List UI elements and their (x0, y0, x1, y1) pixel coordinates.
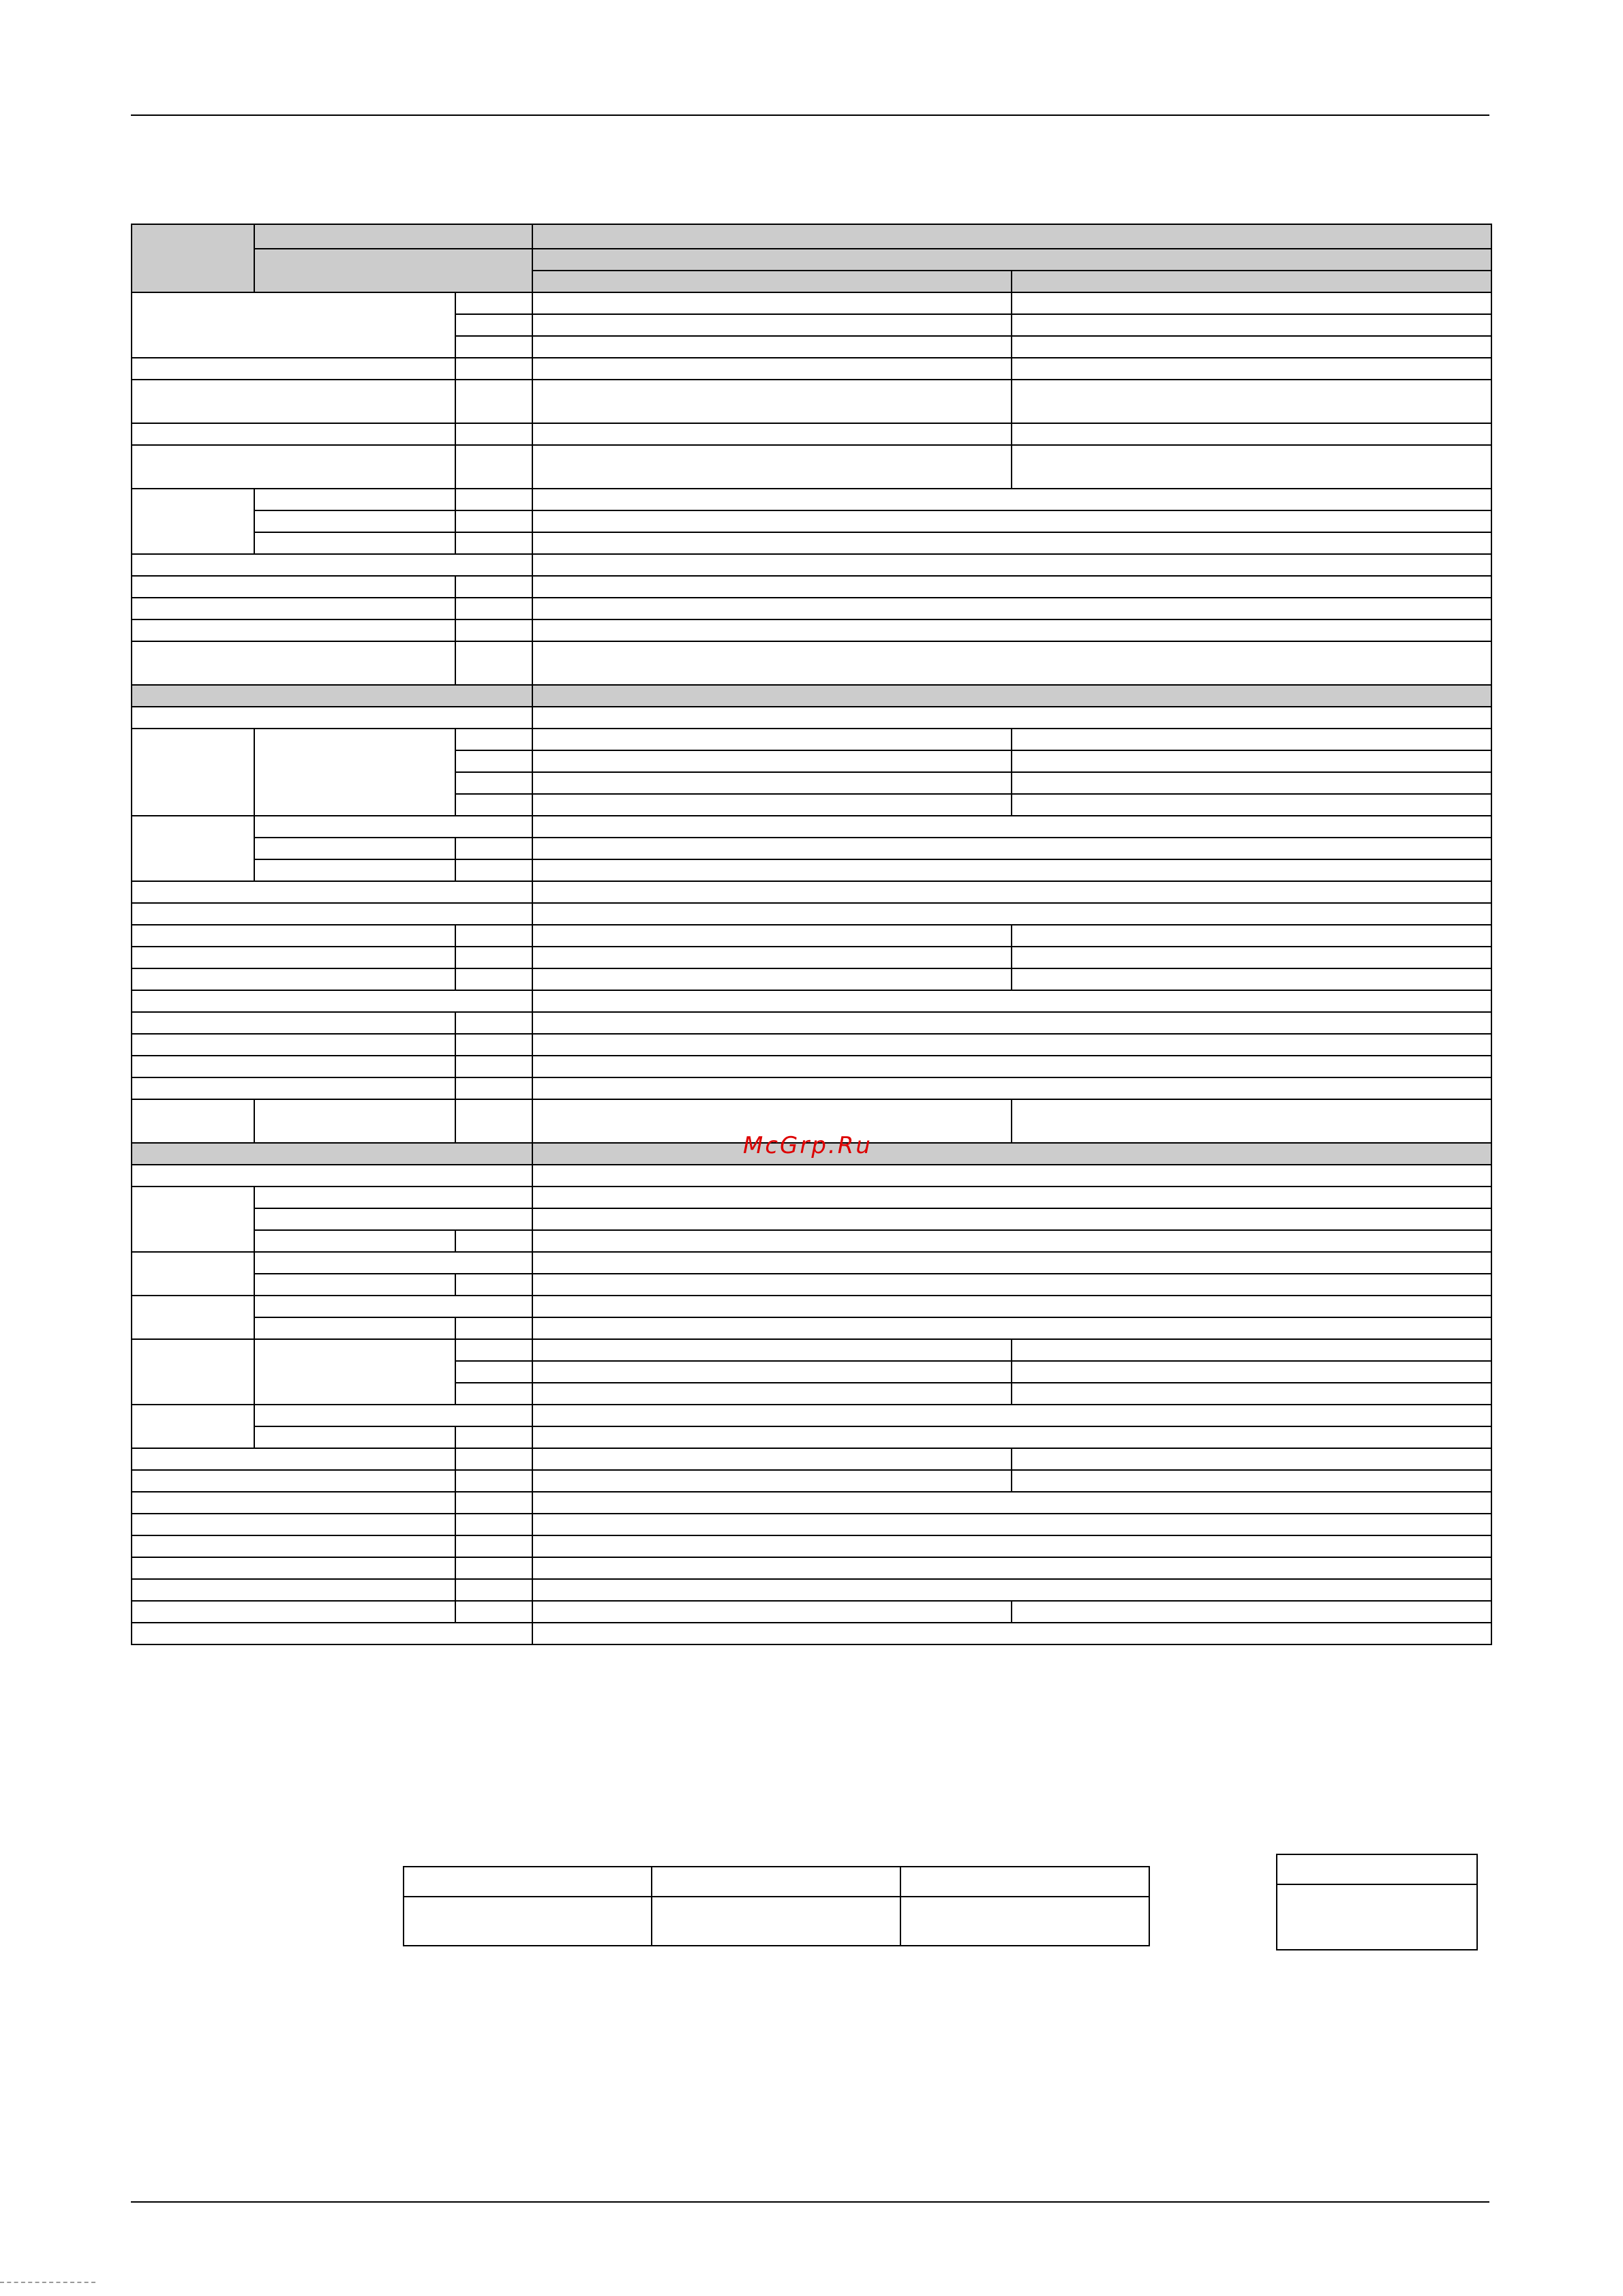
table-row (132, 1405, 1491, 1426)
table-row (132, 1601, 1491, 1623)
table-row (132, 1535, 1491, 1557)
table-row (132, 249, 1491, 271)
table-row (132, 554, 1491, 576)
table-row (132, 1012, 1491, 1034)
table-row (132, 1187, 1491, 1208)
table-row (132, 358, 1491, 380)
table-row (132, 292, 1491, 314)
table-row (132, 1077, 1491, 1099)
table-row (404, 1897, 1149, 1946)
footer-rule (131, 2201, 1489, 2203)
page-edge-mark (0, 2282, 95, 2283)
table-row (132, 816, 1491, 838)
table-row (132, 990, 1491, 1012)
table-row (132, 729, 1491, 750)
table-row (132, 1623, 1491, 1644)
stamp-box (1276, 1854, 1478, 1950)
header-rule (131, 114, 1489, 116)
table-row (132, 968, 1491, 990)
table-row (132, 1165, 1491, 1187)
table-row (132, 1056, 1491, 1077)
table-row (132, 576, 1491, 598)
table-row (132, 1448, 1491, 1470)
watermark-text: McGrp.Ru (743, 1132, 873, 1159)
table-row (132, 445, 1491, 489)
table-row (132, 641, 1491, 685)
table-row (132, 947, 1491, 968)
table-row (132, 1339, 1491, 1361)
table-row (132, 1296, 1491, 1317)
table-row (1277, 1884, 1477, 1950)
table-row (132, 1034, 1491, 1056)
table-row (132, 532, 1491, 554)
table-row (132, 1514, 1491, 1535)
table-row (404, 1867, 1149, 1897)
table-row (132, 1317, 1491, 1339)
table-row (132, 903, 1491, 925)
table-row (132, 1426, 1491, 1448)
signature-table (403, 1866, 1150, 1946)
table-row (132, 1492, 1491, 1514)
table-row (132, 423, 1491, 445)
table-row (132, 619, 1491, 641)
table-row (132, 1252, 1491, 1274)
table-row (132, 925, 1491, 947)
table-row (1277, 1854, 1477, 1884)
table-row (132, 1470, 1491, 1492)
table-row (132, 1230, 1491, 1252)
table-row (132, 1579, 1491, 1601)
table-row (132, 489, 1491, 510)
section-header-row (132, 685, 1491, 707)
table-row (132, 510, 1491, 532)
table-row (132, 838, 1491, 859)
table-row (132, 1208, 1491, 1230)
table-row (132, 881, 1491, 903)
table-row (132, 224, 1491, 249)
table-row (132, 707, 1491, 729)
table-row (132, 380, 1491, 423)
spec-table (131, 224, 1492, 1645)
table-row (132, 859, 1491, 881)
table-row (132, 598, 1491, 619)
table-row (132, 1557, 1491, 1579)
table-row (132, 1274, 1491, 1296)
